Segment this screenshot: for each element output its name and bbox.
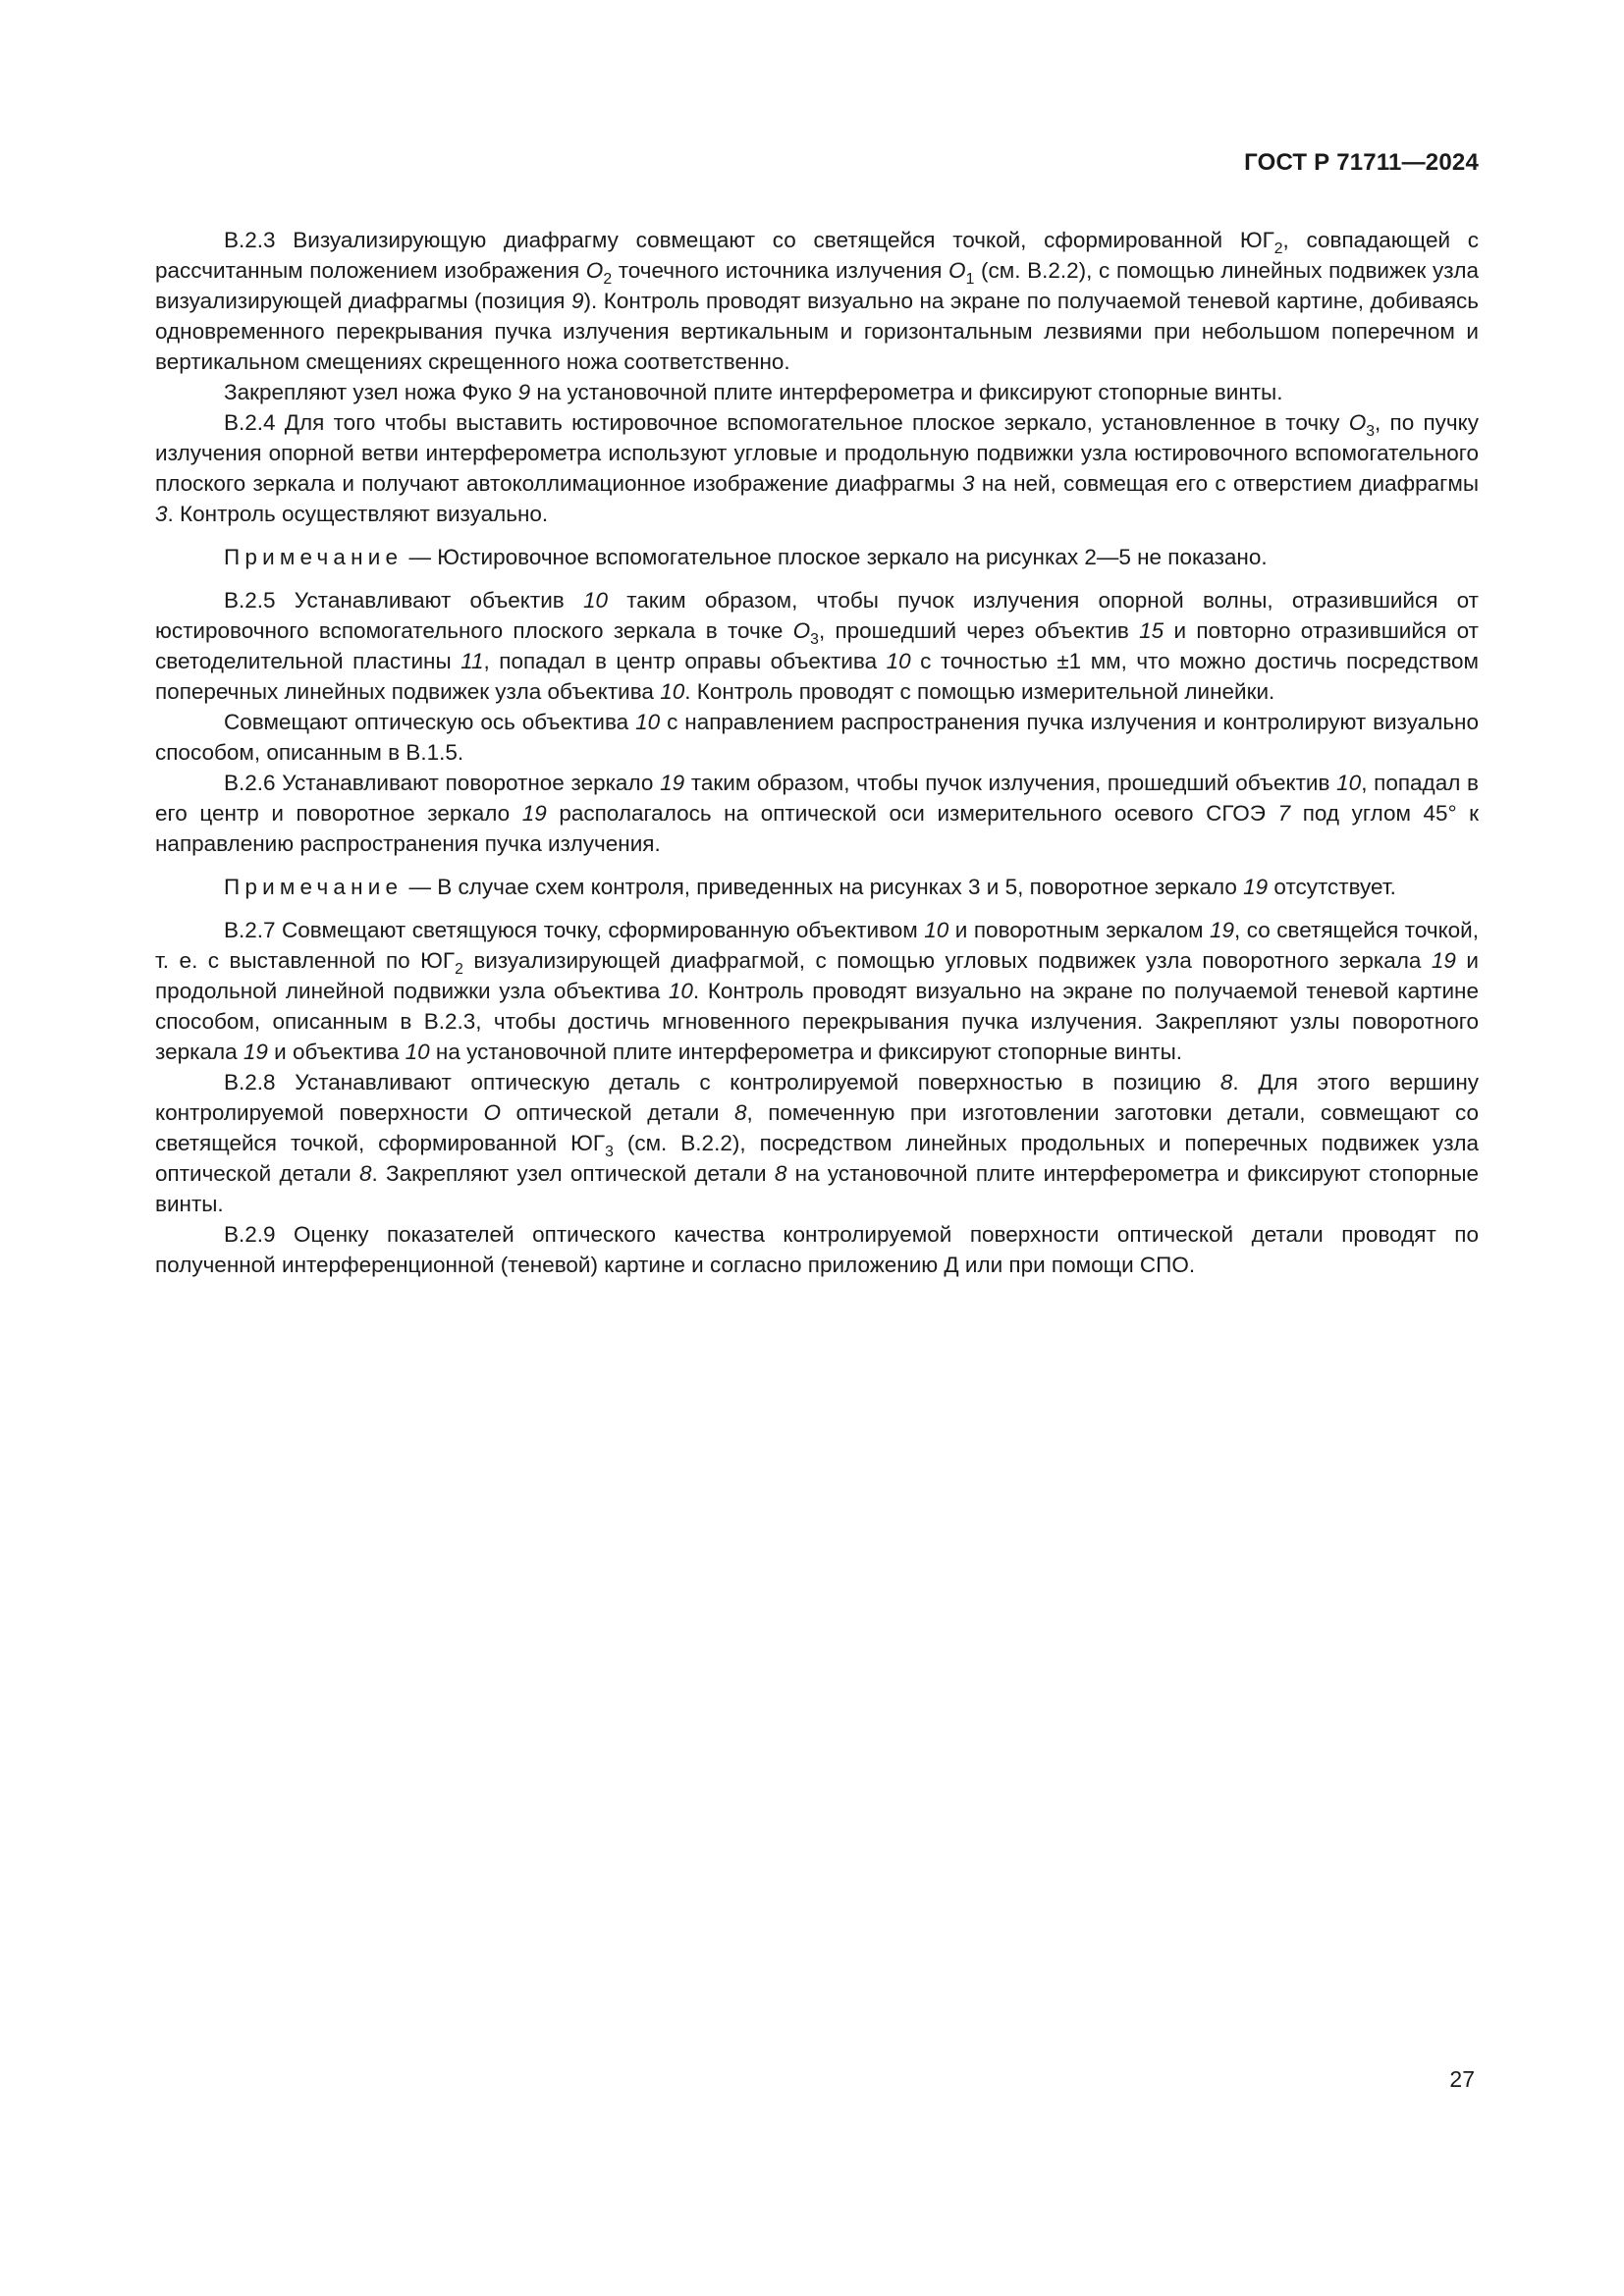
text-run: , прошедший через объектив xyxy=(818,618,1140,643)
text-run: на установочной плите интерферометра и фиксируют стопорные винты. xyxy=(429,1040,1183,1064)
document-body xyxy=(155,225,1479,1280)
subscript: 2 xyxy=(1273,240,1283,257)
text-run: . Контроль проводят с помощью измерительной линейки. xyxy=(684,679,1275,704)
text-run: , попадал в его центр и поворотное зеркало xyxy=(155,771,1480,826)
italic-ref: 10 xyxy=(886,649,911,673)
italic-ref: 8 xyxy=(1219,1070,1233,1095)
subscript: 2 xyxy=(603,270,613,288)
text-run: и повторно отразившийся от светоделительной пластины xyxy=(155,618,1479,673)
subscript: 2 xyxy=(455,960,463,978)
page-number: 27 xyxy=(1449,2066,1475,2092)
italic-ref: 10 xyxy=(405,1040,430,1064)
text-run: В.2.5 Устанавливают объектив xyxy=(224,588,583,613)
text-run: — Юстировочное вспомогательное плоское зеркало на рисунках 2—5 не показано. xyxy=(403,545,1268,569)
italic-ref: 19 xyxy=(660,771,685,795)
body-paragraph xyxy=(155,377,1479,407)
subscript: 3 xyxy=(1366,422,1375,440)
italic-ref: O xyxy=(1348,410,1367,435)
italic-ref: 10 xyxy=(635,710,661,734)
note-paragraph xyxy=(155,542,1479,572)
body-paragraph xyxy=(155,1067,1479,1219)
document-id: ГОСТ Р 71711—2024 xyxy=(1244,149,1479,176)
text-run: под углом 45° к направлению распространения пучка излучения. xyxy=(155,801,1479,856)
text-run: таким образом, чтобы пучок излучения опорной волны, отразившийся от юстировочного вспомогательного плоского зеркала в точке xyxy=(155,588,1479,643)
body-paragraph xyxy=(155,707,1479,768)
text-run: . Контроль осуществляют визуально. xyxy=(167,502,549,526)
body-paragraph xyxy=(155,1219,1479,1280)
italic-ref: 10 xyxy=(582,588,608,613)
text-run: (см. В.2.2), с помощью линейных подвижек узла визуализирующей диафрагмы (позиция xyxy=(155,258,1479,313)
body-paragraph xyxy=(155,407,1479,529)
text-run: (см. В.2.2), посредством линейных продольных и поперечных подвижек узла оптической детали xyxy=(155,1131,1479,1186)
italic-ref: O xyxy=(483,1100,501,1125)
italic-ref: 10 xyxy=(660,679,685,704)
note-label: Примечание xyxy=(224,875,404,899)
text-run: , по пучку излучения опорной ветви интерферометра используют угловые и продольную подвижки узла юстировочного вспомогательного плоского зеркала и получают автоколлимационное изображение диафрагмы xyxy=(155,410,1479,496)
italic-ref: 8 xyxy=(358,1161,372,1186)
text-run: . Закрепляют узел оптической детали xyxy=(371,1161,775,1186)
text-run: и объектива xyxy=(267,1040,406,1064)
text-run: с направлением распространения пучка излучения и контролируют визуально способом, описанным в В.1.5. xyxy=(155,710,1479,765)
italic-ref: 19 xyxy=(243,1040,268,1064)
italic-ref: 9 xyxy=(517,380,531,404)
text-run: оптической детали xyxy=(500,1100,734,1125)
text-run: и поворотным зеркалом xyxy=(948,918,1210,942)
text-run: . Контроль проводят визуально на экране по получаемой теневой картине способом, описанным в В.2.3, чтобы достичь мгновенного перекрывания пучка излучения. Закрепляют узлы поворотного зеркала xyxy=(155,979,1479,1064)
text-run: , со светящейся точкой, т. е. с выставленной по ЮГ xyxy=(155,918,1479,973)
italic-ref: O xyxy=(948,258,966,283)
text-run: и продольной линейной подвижки узла объектива xyxy=(155,948,1479,1003)
italic-ref: 8 xyxy=(733,1100,747,1125)
italic-ref: 11 xyxy=(460,649,484,673)
text-run: визуализирующей диафрагмой, с помощью угловых подвижек узла поворотного зеркала xyxy=(462,948,1432,973)
italic-ref: 19 xyxy=(1431,948,1456,973)
text-run: В.2.6 Устанавливают поворотное зеркало xyxy=(224,771,661,795)
italic-ref: 19 xyxy=(1210,918,1235,942)
subscript: 3 xyxy=(605,1143,614,1160)
body-paragraph xyxy=(155,585,1479,707)
italic-ref: 3 xyxy=(962,471,975,496)
text-run: таким образом, чтобы пучок излучения, прошедший объектив xyxy=(684,771,1337,795)
italic-ref: 9 xyxy=(571,289,584,313)
body-paragraph xyxy=(155,768,1479,859)
text-run: В.2.3 Визуализирующую диафрагму совмещают со светящейся точкой, сформированной ЮГ xyxy=(224,228,1274,252)
italic-ref: 10 xyxy=(1336,771,1362,795)
italic-ref: 15 xyxy=(1139,618,1164,643)
note-label: Примечание xyxy=(224,545,404,569)
italic-ref: 19 xyxy=(521,801,547,826)
note-paragraph xyxy=(155,872,1479,902)
subscript: 3 xyxy=(810,630,819,648)
text-run: В.2.4 Для того чтобы выставить юстировочное вспомогательное плоское зеркало, установленное в точку xyxy=(224,410,1349,435)
italic-ref: 8 xyxy=(774,1161,787,1186)
text-run: В.2.8 Устанавливают оптическую деталь с контролируемой поверхностью в позицию xyxy=(224,1070,1220,1095)
text-run: В.2.7 Совмещают светящуюся точку, сформированную объективом xyxy=(224,918,925,942)
text-run: располагалось на оптической оси измерительного осевого СГОЭ xyxy=(546,801,1278,826)
subscript: 1 xyxy=(965,270,975,288)
text-run: В.2.9 Оценку показателей оптического качества контролируемой поверхности оптической детали проводят по полученной интерференционной (теневой) картине и согласно приложению Д или при помощи СПО. xyxy=(155,1222,1479,1277)
text-run: на установочной плите интерферометра и фиксируют стопорные винты. xyxy=(155,1161,1480,1216)
body-paragraph xyxy=(155,915,1479,1067)
body-paragraph xyxy=(155,225,1479,377)
text-run: — В случае схем контроля, приведенных на рисунках 3 и 5, поворотное зеркало xyxy=(403,875,1244,899)
italic-ref: 19 xyxy=(1243,875,1269,899)
text-run: , попадал в центр оправы объектива xyxy=(483,649,887,673)
text-run: с точностью ±1 мм, что можно достичь посредством поперечных линейных подвижек узла объектива xyxy=(155,649,1480,704)
text-run: . Для этого вершину контролируемой поверхности xyxy=(155,1070,1479,1125)
italic-ref: 3 xyxy=(155,502,168,526)
text-run: , помеченную при изготовлении заготовки детали, совмещают со светящейся точкой, сформированной ЮГ xyxy=(155,1100,1479,1155)
italic-ref: O xyxy=(585,258,604,283)
italic-ref: O xyxy=(792,618,811,643)
text-run: на ней, совмещая его с отверстием диафрагмы xyxy=(974,471,1479,496)
text-run: на установочной плите интерферометра и фиксируют стопорные винты. xyxy=(530,380,1283,404)
text-run: ). Контроль проводят визуально на экране по получаемой теневой картине, добиваясь одновременного перекрывания пучка излучения вертикальным и горизонтальным лезвиями при небольшом поперечном и вертикальном смещениях скрещенного ножа соответственно. xyxy=(155,289,1480,374)
text-run: , совпадающей с рассчитанным положением изображения xyxy=(155,228,1479,283)
italic-ref: 10 xyxy=(668,979,693,1003)
text-run: отсутствует. xyxy=(1268,875,1396,899)
text-run: Совмещают оптическую ось объектива xyxy=(224,710,636,734)
text-run: точечного источника излучения xyxy=(612,258,949,283)
italic-ref: 10 xyxy=(924,918,949,942)
italic-ref: 7 xyxy=(1277,801,1291,826)
document-header xyxy=(1244,149,1479,177)
text-run: Закрепляют узел ножа Фуко xyxy=(224,380,518,404)
